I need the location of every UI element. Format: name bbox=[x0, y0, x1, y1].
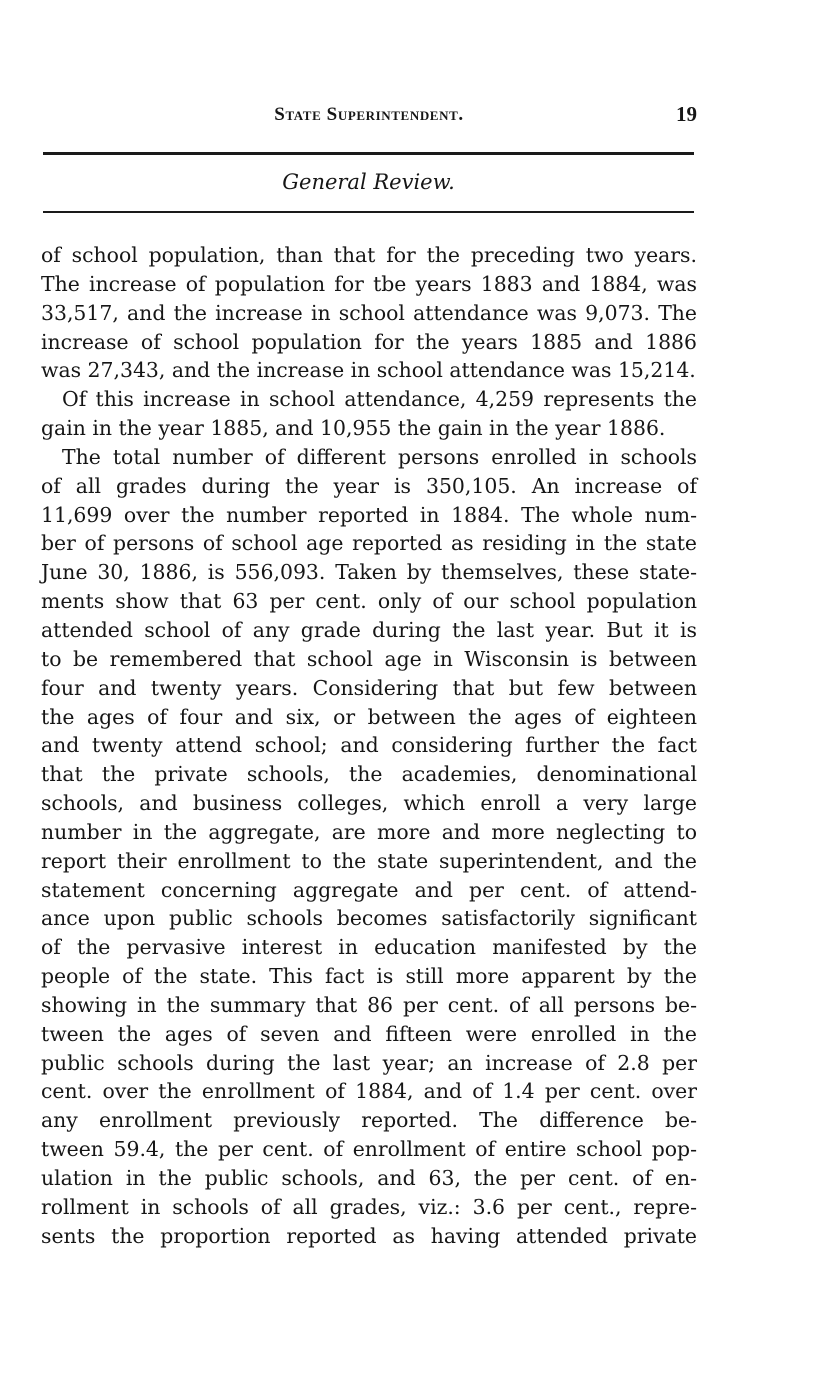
text-line: public schools during the last year; an increase of 2.8 per bbox=[41, 1050, 697, 1075]
text-line: that the private schools, the academies, denominational bbox=[41, 762, 697, 787]
text-line: and twenty attend school; and considering further the fact bbox=[41, 733, 697, 758]
text-line: sents the proportion reported as having attended private bbox=[41, 1223, 697, 1248]
text-line: ulation in the public schools, and 63, the per cent. of en- bbox=[41, 1166, 697, 1190]
text-line: ance upon public schools becomes satisfactorily significant bbox=[41, 906, 697, 931]
top-rule bbox=[43, 152, 694, 155]
text-line: 33,517, and the increase in school attendance was 9,073. The bbox=[41, 300, 697, 325]
section-title: General Review. bbox=[282, 170, 455, 194]
text-line: ments show that 63 per cent. only of our school population bbox=[41, 589, 697, 614]
text-line: showing in the summary that 86 per cent. of all persons be- bbox=[41, 992, 697, 1017]
text-line: statement concerning aggregate and per cent. of attend- bbox=[41, 877, 697, 902]
text-line: attended school of any grade during the last year. But it is bbox=[41, 617, 697, 642]
text-line: Of this increase in school attendance, 4,259 represents the bbox=[62, 387, 697, 412]
text-line: of all grades during the year is 350,105. An increase of bbox=[41, 473, 697, 498]
text-line: of the pervasive interest in education manifested by the bbox=[41, 935, 697, 960]
text-line: number in the aggregate, are more and more neglecting to bbox=[41, 819, 697, 844]
text-line: ber of persons of school age reported as residing in the state bbox=[41, 531, 697, 556]
text-line: The total number of different persons enrolled in schools bbox=[62, 444, 697, 469]
text-line: four and twenty years. Considering that but few between bbox=[41, 675, 697, 700]
text-line: tween 59.4, the per cent. of enrollment of entire school pop- bbox=[41, 1137, 697, 1162]
text-line: to be remembered that school age in Wisconsin is between bbox=[41, 646, 697, 671]
text-line: was 27,343, and the increase in school attendance was 15,214. bbox=[41, 358, 696, 383]
running-header-title: State Superintendent. bbox=[274, 104, 464, 125]
page-number: 19 bbox=[676, 102, 697, 126]
text-line: people of the state. This fact is still more apparent by the bbox=[41, 964, 697, 989]
text-line: schools, and business colleges, which enroll a very large bbox=[41, 791, 697, 816]
text-line: cent. over the enrollment of 1884, and of 1.4 per cent. over bbox=[41, 1079, 697, 1104]
text-line: The increase of population for tbe years 1883 and 1884, was bbox=[41, 271, 697, 296]
text-line: of school population, than that for the preceding two years. bbox=[41, 243, 697, 267]
text-line: any enrollment previously reported. The difference be- bbox=[41, 1108, 697, 1133]
body-text bbox=[41, 241, 697, 1251]
text-line: June 30, 1886, is 556,093. Taken by themselves, these state- bbox=[41, 560, 697, 585]
text-line: tween the ages of seven and fifteen were enrolled in the bbox=[41, 1021, 697, 1046]
text-line: increase of school population for the years 1885 and 1886 bbox=[41, 329, 697, 354]
text-line: 11,699 over the number reported in 1884. The whole num- bbox=[41, 502, 697, 527]
text-line: the ages of four and six, or between the ages of eighteen bbox=[41, 704, 697, 729]
text-line: gain in the year 1885, and 10,955 the gain in the year 1886. bbox=[41, 416, 666, 441]
bottom-rule bbox=[43, 211, 694, 213]
text-line: report their enrollment to the state superintendent, and the bbox=[41, 848, 697, 873]
text-line: rollment in schools of all grades, viz.: 3.6 per cent., repre- bbox=[41, 1194, 697, 1219]
